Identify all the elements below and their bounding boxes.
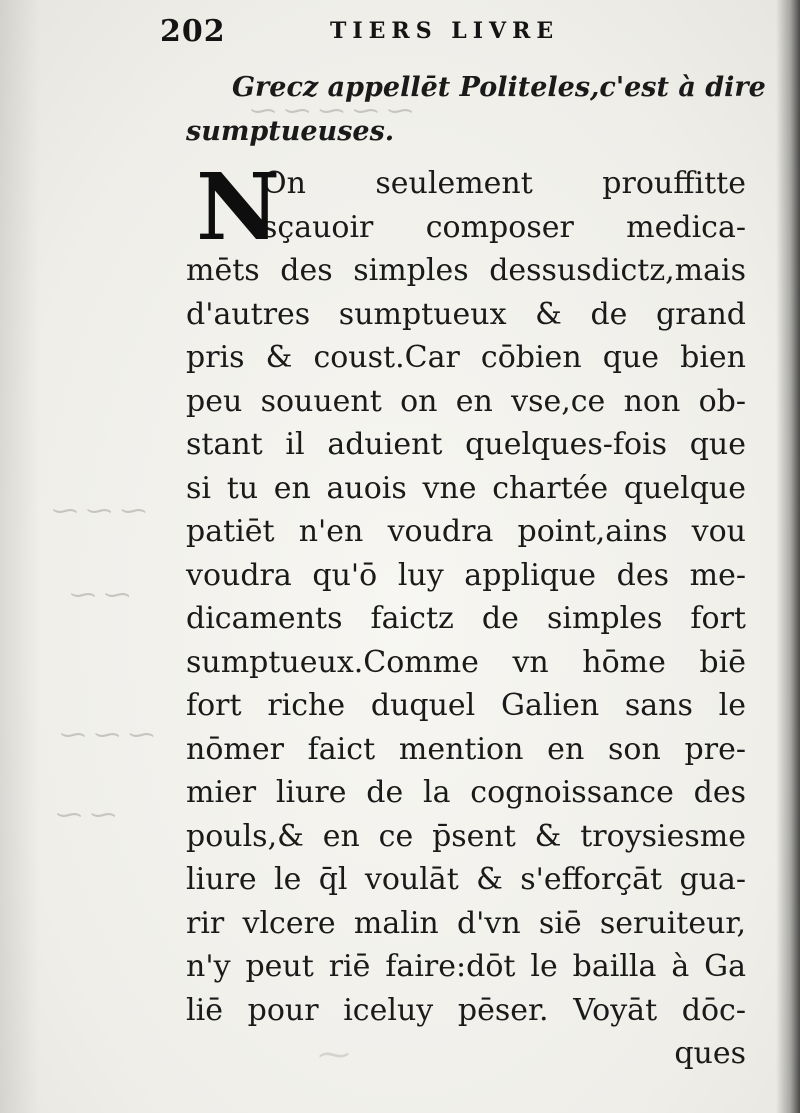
text-line: fort riche duquel Galien sans le	[186, 688, 746, 723]
running-head: TIERS LIVRE	[330, 18, 560, 44]
italic-line: sumptueuses.	[186, 116, 395, 147]
text-line: sçauoir composer medica-	[262, 209, 746, 245]
show-through-ink: ⁓ ⁓ ⁓	[52, 496, 147, 526]
text-line: mier liure de la cognoissance des	[186, 775, 746, 810]
main-text	[186, 66, 766, 1076]
text-line: nōmer faict mention en son pre-	[186, 731, 746, 767]
text-line: peu souuent on en vse,ce non ob-	[186, 383, 746, 419]
paragraph	[186, 153, 746, 1076]
italic-line: Grecz appellēt Politeles,c'est à dire	[232, 72, 766, 103]
page-number: 202	[160, 14, 226, 49]
show-through-signature-mark: ⁓	[318, 1035, 350, 1073]
show-through-ink: ⁓ ⁓	[70, 580, 131, 610]
show-through-ink: ⁓ ⁓	[56, 800, 117, 830]
show-through-ink: ⁓ ⁓ ⁓	[60, 720, 155, 750]
text-line: liure le q̄l voulāt & s'efforçāt gua-	[186, 862, 746, 897]
text-line: dicaments faictz de simples fort	[186, 601, 746, 636]
drop-capital: N	[196, 153, 281, 261]
page-gutter-shadow	[0, 0, 40, 1113]
text-line: voudra qu'ō luy applique des me-	[186, 557, 746, 593]
text-line: patiēt n'en voudra point,ains vou	[186, 514, 746, 549]
text-line: mēts des simples dessusdictz,mais	[186, 253, 746, 288]
catchword: ques	[674, 1036, 746, 1071]
page-header	[160, 14, 630, 54]
text-line: si tu en auois vne chartée quelque	[186, 470, 746, 506]
text-line: stant il aduient quelques-fois que	[186, 427, 746, 462]
text-line: rir vlcere malin d'vn siē seruiteur,	[186, 905, 746, 941]
text-line: d'autres sumptueux & de grand	[186, 296, 746, 332]
text-line: pris & coust.Car cōbien que bien	[186, 340, 746, 375]
text-line: sumptueux.Comme vn hōme biē	[186, 644, 746, 680]
text-line: pouls,& en ce p̄sent & troysiesme	[186, 818, 746, 854]
page-edge-shadow	[776, 0, 800, 1113]
text-line: liē pour iceluy pēser. Voyāt dōc-	[186, 992, 746, 1028]
text-line: n'y peut riē faire:dōt le bailla à Ga	[186, 949, 746, 984]
show-through-ink: ⁓ ⁓ ⁓ ⁓ ⁓	[250, 96, 414, 126]
text-line: On seulement prouffitte	[262, 166, 746, 201]
